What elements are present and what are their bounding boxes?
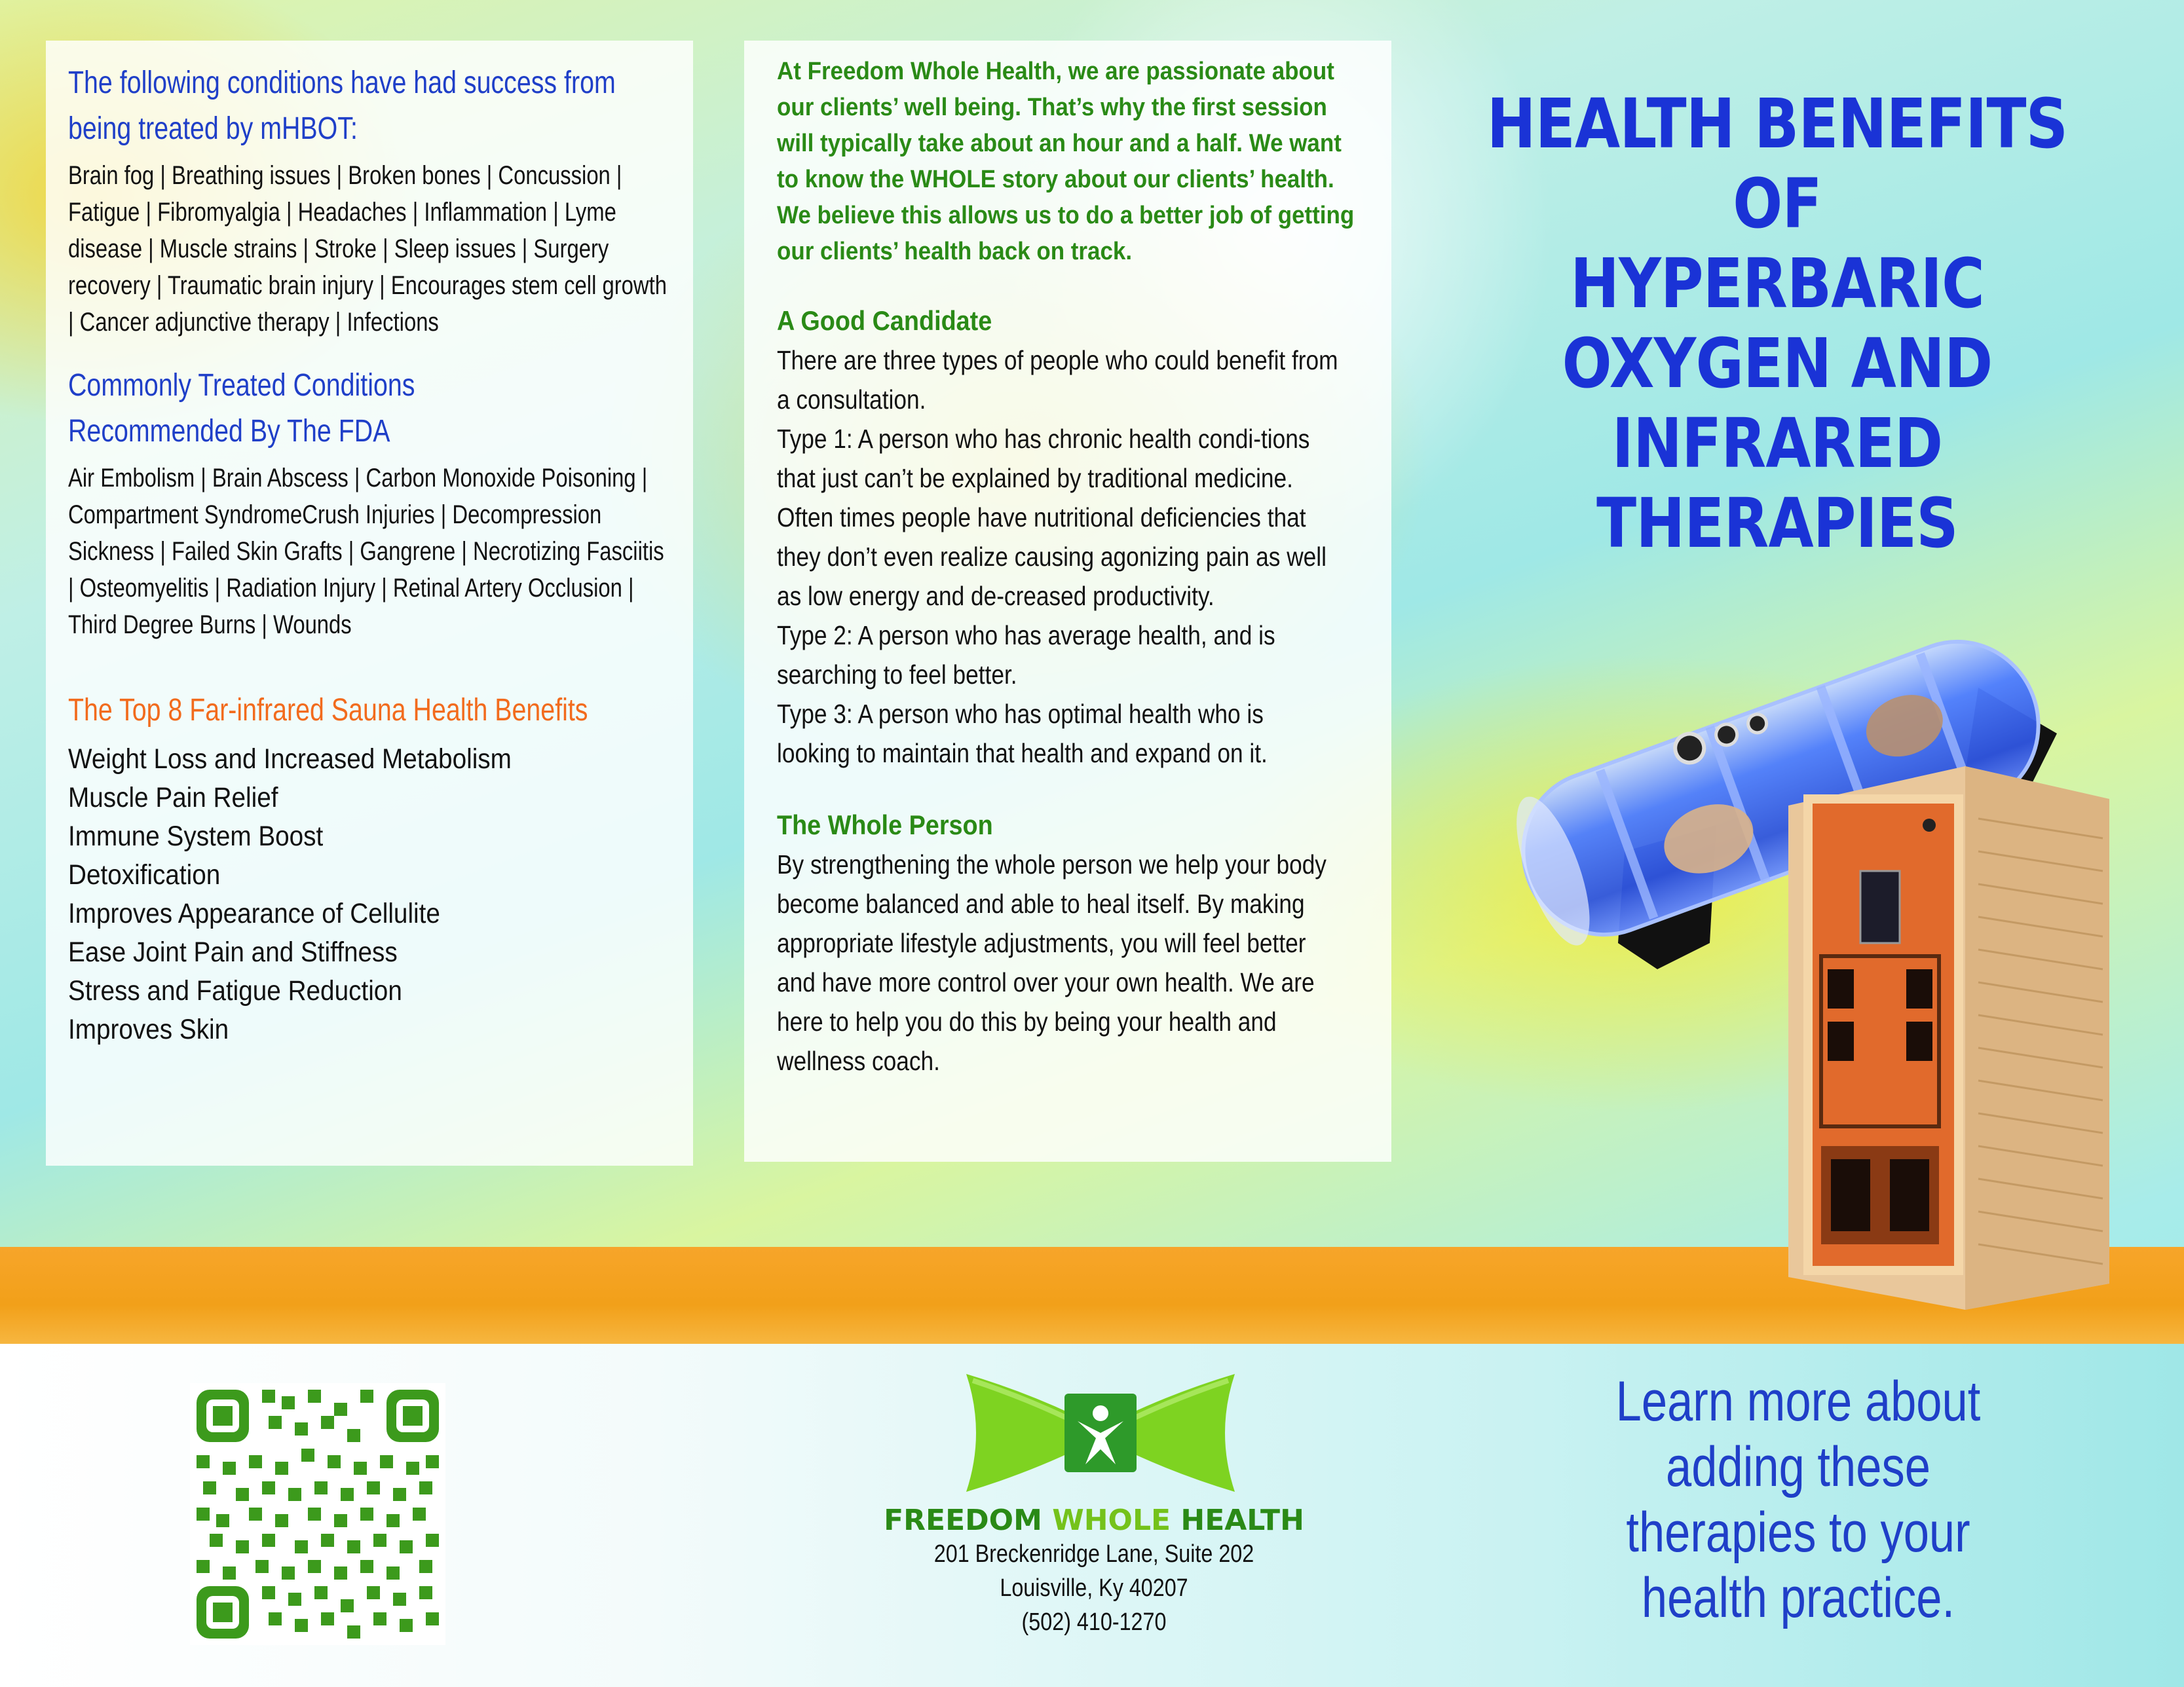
- intro-paragraph: At Freedom Whole Health, we are passionate about our clients’ well being. That’s why the first session will typically take about an hour and a half. We want to know the WHOLE story about our clients’ health. We believe this allows us to do a better job of getting our clients’ health back on track.: [777, 58, 1355, 265]
- brochure-title: [1467, 84, 2087, 563]
- bow-tie-person-logo-icon: [960, 1367, 1241, 1498]
- phone-number: (502) 410-1270: [1021, 1608, 1167, 1636]
- title-line: THERAPIES: [1596, 483, 1958, 563]
- learn-more-callout: Learn more about adding these therapies to your health practice.: [1615, 1370, 1981, 1629]
- whole-person-body: By strengthening the whole person we help your body become balanced and able to heal itself. By making appropriate lifestyle adjustments, you will feel better and have more control over your own health. We are here to help you do this by being your health and wellness coach.: [777, 849, 1327, 1076]
- infrared-sauna-illustration: [1769, 740, 2136, 1316]
- mhbot-conditions: Brain fog | Breathing issues | Broken bones | Concussion | Fatigue | Fibromyalgia | Headaches | Inflammation | Lyme disease | Muscle strains | Stroke | Sleep issues | Surgery recovery | Traumatic brain injury | Encourages stem cell growth | Cancer adjunctive therapy | Infections: [68, 161, 667, 337]
- candidate-intro: There are three types of people who could benefit from a consultation.: [777, 345, 1338, 415]
- fda-conditions: Air Embolism | Brain Abscess | Carbon Monoxide Poisoning | Compartment SyndromeCrush Injuries | Decompression Sickness | Failed Skin Grafts | Gangrene | Necrotizing Fasciitis | Osteomyelitis | Radiation Injury | Retinal Artery Occlusion | Third Degree Burns | Wounds: [68, 464, 664, 639]
- list-item: Immune System Boost: [68, 821, 324, 852]
- address-line-1: 201 Breckenridge Lane, Suite 202: [933, 1540, 1254, 1568]
- title-line: INFRARED: [1611, 403, 1943, 483]
- list-item: Ease Joint Pain and Stiffness: [68, 936, 398, 968]
- title-line: HYPERBARIC: [1570, 244, 1984, 324]
- candidate-heading: A Good Candidate: [777, 305, 992, 336]
- sauna-heading: The Top 8 Far-infrared Sauna Health Benefits: [68, 693, 588, 728]
- title-line: HEALTH BENEFITS: [1486, 84, 2068, 164]
- list-item: Weight Loss and Increased Metabolism: [68, 743, 512, 775]
- qr-code-icon[interactable]: [190, 1383, 445, 1645]
- address-line-2: Louisville, Ky 40207: [1000, 1574, 1188, 1602]
- title-line: OXYGEN AND: [1562, 324, 1993, 403]
- whole-person-heading: The Whole Person: [777, 809, 993, 840]
- list-item: Muscle Pain Relief: [68, 782, 278, 813]
- type-1-text: Type 1: A person who has chronic health condi-tions that just can’t be explained by traditional medicine. Often times people have nutritional deficiencies that they don’t even realize causing agonizing pain as well as low energy and de-creased productivity.: [777, 424, 1327, 611]
- list-item: Stress and Fatigue Reduction: [68, 975, 402, 1007]
- mhbot-heading-line1: The following conditions have had success from: [68, 65, 616, 100]
- sauna-benefits-list: [68, 740, 671, 1049]
- mhbot-heading-line2: being treated by mHBOT:: [68, 111, 358, 146]
- fda-heading-line2: Recommended By The FDA: [68, 414, 390, 449]
- list-item: Improves Skin: [68, 1014, 229, 1045]
- list-item: Detoxification: [68, 859, 221, 891]
- company-name: FREEDOM WHOLE HEALTH: [884, 1504, 1304, 1537]
- fda-heading-line1: Commonly Treated Conditions: [68, 368, 415, 403]
- type-2-text: Type 2: A person who has average health, and is searching to feel better.: [777, 620, 1275, 690]
- title-line: OF: [1733, 164, 1822, 244]
- middle-panel: [744, 41, 1391, 1162]
- list-item: Improves Appearance of Cellulite: [68, 898, 440, 929]
- type-3-text: Type 3: A person who has optimal health who is looking to maintain that health and expand on it.: [777, 699, 1268, 768]
- left-panel: [46, 41, 693, 1166]
